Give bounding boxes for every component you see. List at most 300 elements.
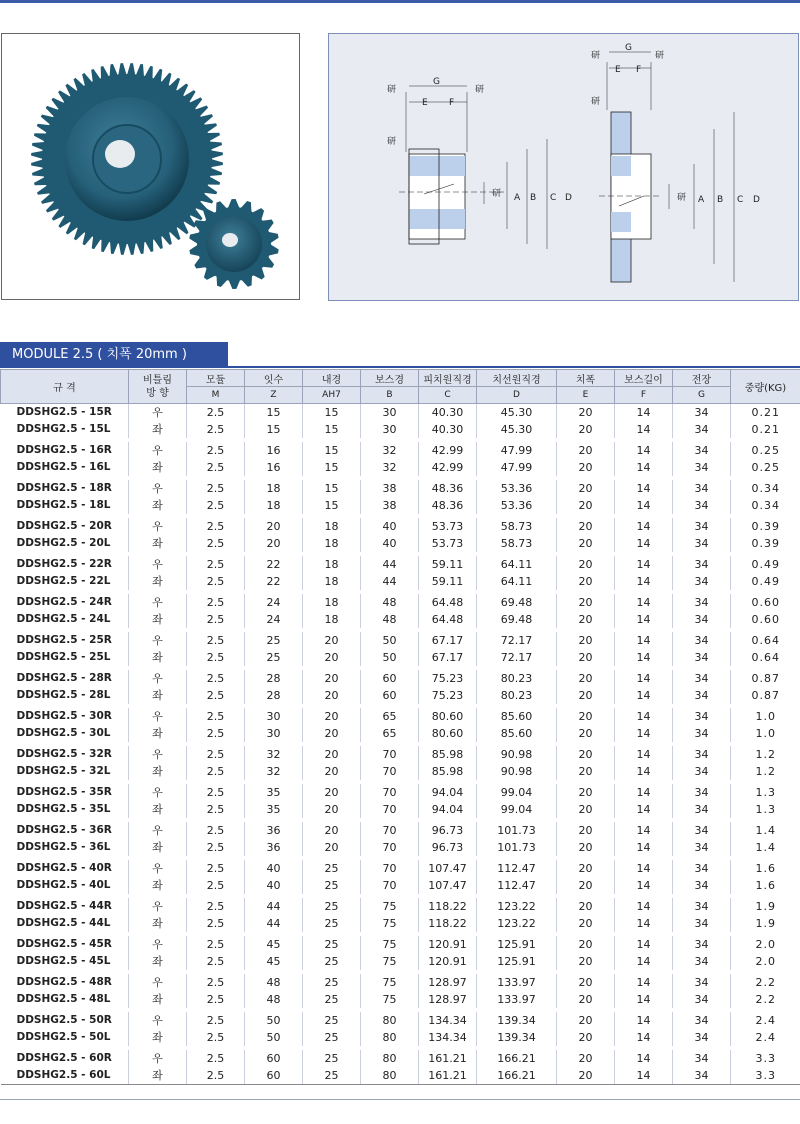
table-cell: 14: [615, 497, 673, 514]
table-cell: 0.87: [731, 670, 800, 687]
table-cell: 139.34: [477, 1029, 557, 1046]
table-cell: 14: [615, 801, 673, 818]
table-cell: 65: [361, 725, 419, 742]
table-cell: 24: [245, 611, 303, 628]
dim-g: G: [433, 77, 440, 87]
table-cell: 25: [303, 860, 361, 877]
table-cell: 96.73: [419, 822, 477, 839]
table-cell: 14: [615, 898, 673, 915]
table-cell: 20: [245, 518, 303, 535]
table-cell: 2.5: [187, 497, 245, 514]
table-row: [1, 936, 800, 953]
table-cell: 75: [361, 991, 419, 1008]
table-cell: 20: [557, 687, 615, 704]
table-cell: 14: [615, 611, 673, 628]
table-cell: 44: [361, 573, 419, 590]
table-cell: 60: [245, 1067, 303, 1085]
table-cell: 25: [303, 915, 361, 932]
table-cell: 34: [673, 594, 731, 611]
table-cell: 15: [245, 404, 303, 422]
table-cell: 14: [615, 687, 673, 704]
table-cell: 14: [615, 421, 673, 438]
right-section-drawing: [599, 52, 734, 282]
header-col: 피치원직경: [419, 370, 477, 387]
spec-table-body: [1, 404, 800, 1085]
table-cell: 14: [615, 763, 673, 780]
table-cell: 34: [673, 1050, 731, 1067]
spec-code-cell: DDSHG2.5 - 60R: [16, 1052, 112, 1064]
table-row: [1, 746, 800, 763]
header-weight: 중량(KG): [731, 370, 800, 404]
dim-c: C: [737, 195, 744, 205]
table-cell: 우: [129, 404, 187, 422]
table-cell: 80.60: [419, 708, 477, 725]
table-cell: 2.5: [187, 611, 245, 628]
table-cell: 44: [361, 556, 419, 573]
table-cell: 14: [615, 480, 673, 497]
table-cell: 60: [245, 1050, 303, 1067]
table-cell: 34: [673, 442, 731, 459]
table-cell: 2.5: [187, 801, 245, 818]
table-cell: 15: [303, 480, 361, 497]
table-cell: 20: [557, 670, 615, 687]
table-cell: 14: [615, 573, 673, 590]
table-cell: 20: [557, 991, 615, 1008]
table-cell: 14: [615, 649, 673, 666]
table-cell: 53.36: [477, 480, 557, 497]
table-cell: 107.47: [419, 860, 477, 877]
table-cell: 72.17: [477, 632, 557, 649]
spec-code-cell: DDSHG2.5 - 35R: [16, 786, 112, 798]
table-cell: 38: [361, 480, 419, 497]
table-cell: 34: [673, 936, 731, 953]
table-cell: 85.60: [477, 725, 557, 742]
table-row: [1, 898, 800, 915]
dim-e: E: [615, 65, 621, 75]
table-cell: 58.73: [477, 535, 557, 552]
header-hand: 비틀림 방 향: [129, 370, 187, 404]
table-cell: 118.22: [419, 898, 477, 915]
table-cell: 20: [303, 801, 361, 818]
table-cell: 우: [129, 746, 187, 763]
table-cell: 0.34: [731, 480, 800, 497]
table-cell: 1.0: [731, 708, 800, 725]
table-cell: 85.98: [419, 746, 477, 763]
table-cell: 20: [303, 725, 361, 742]
table-row: [1, 708, 800, 725]
table-cell: 40.30: [419, 404, 477, 422]
table-cell: 2.5: [187, 573, 245, 590]
table-cell: 좌: [129, 801, 187, 818]
table-cell: 20: [303, 687, 361, 704]
table-cell: 34: [673, 801, 731, 818]
table-row: [1, 535, 800, 552]
table-cell: 42.99: [419, 442, 477, 459]
product-photo: [1, 33, 300, 300]
table-cell: 20: [557, 649, 615, 666]
table-cell: 1.9: [731, 898, 800, 915]
table-cell: 36: [245, 822, 303, 839]
table-row: [1, 725, 800, 742]
spec-code-cell: DDSHG2.5 - 60L: [1, 1067, 129, 1085]
table-cell: 70: [361, 784, 419, 801]
module-rule: [228, 366, 800, 368]
dim-e: E: [422, 98, 428, 108]
table-cell: 1.4: [731, 839, 800, 856]
table-row: [1, 801, 800, 818]
table-cell: 3.3: [731, 1067, 800, 1085]
table-cell: 2.5: [187, 822, 245, 839]
table-cell: 0.25: [731, 459, 800, 476]
table-cell: 34: [673, 404, 731, 422]
spec-code-cell: DDSHG2.5 - 25L: [16, 651, 111, 663]
table-cell: 25: [303, 1029, 361, 1046]
table-cell: 101.73: [477, 839, 557, 856]
table-cell: 25: [245, 649, 303, 666]
table-cell: 14: [615, 404, 673, 422]
table-row: [1, 1067, 800, 1085]
table-cell: 우: [129, 936, 187, 953]
helical-gear-pair-illustration: [2, 34, 299, 299]
table-row: [1, 594, 800, 611]
table-cell: 우: [129, 860, 187, 877]
table-cell: 좌: [129, 877, 187, 894]
table-row: [1, 763, 800, 780]
dim-a: A: [698, 195, 705, 205]
table-cell: 20: [557, 556, 615, 573]
table-row: [1, 404, 800, 422]
left-section-drawing: [399, 86, 547, 249]
grind-mark: 研: [677, 193, 687, 203]
table-cell: 18: [303, 611, 361, 628]
spec-code-cell: DDSHG2.5 - 50L: [16, 1031, 111, 1043]
header-sym: M: [187, 387, 245, 404]
table-row: [1, 480, 800, 497]
table-cell: 20: [303, 746, 361, 763]
table-cell: 2.2: [731, 991, 800, 1008]
table-cell: 14: [615, 556, 673, 573]
table-cell: 161.21: [419, 1067, 477, 1085]
table-cell: 75: [361, 974, 419, 991]
header-col: 보스길이: [615, 370, 673, 387]
table-cell: 107.47: [419, 877, 477, 894]
table-row: [1, 877, 800, 894]
header-col: 모듈: [187, 370, 245, 387]
table-cell: 42.99: [419, 459, 477, 476]
table-cell: 120.91: [419, 953, 477, 970]
table-cell: 18: [303, 573, 361, 590]
table-cell: 38: [361, 497, 419, 514]
table-cell: 125.91: [477, 953, 557, 970]
spec-code-cell: DDSHG2.5 - 45R: [16, 938, 112, 950]
table-cell: 25: [303, 1050, 361, 1067]
table-cell: 20: [557, 535, 615, 552]
table-cell: 133.97: [477, 974, 557, 991]
table-cell: 18: [303, 535, 361, 552]
table-cell: 2.5: [187, 953, 245, 970]
dim-f: F: [636, 65, 642, 75]
table-cell: 2.5: [187, 860, 245, 877]
table-cell: 48: [361, 594, 419, 611]
dim-b: B: [530, 193, 537, 203]
table-cell: 80.60: [419, 725, 477, 742]
table-cell: 59.11: [419, 556, 477, 573]
table-cell: 123.22: [477, 898, 557, 915]
dim-f: F: [449, 98, 455, 108]
table-cell: 50: [245, 1012, 303, 1029]
table-cell: 2.5: [187, 649, 245, 666]
table-cell: 20: [557, 974, 615, 991]
spec-code-cell: DDSHG2.5 - 48R: [16, 976, 112, 988]
table-cell: 34: [673, 725, 731, 742]
table-cell: 47.99: [477, 459, 557, 476]
table-cell: 48: [361, 611, 419, 628]
table-cell: 53.73: [419, 535, 477, 552]
table-cell: 2.5: [187, 421, 245, 438]
spec-code-cell: DDSHG2.5 - 48L: [16, 993, 111, 1005]
table-cell: 20: [245, 535, 303, 552]
table-cell: 134.34: [419, 1029, 477, 1046]
bottom-rule: [0, 1099, 800, 1100]
grind-mark: 研: [387, 137, 397, 147]
table-cell: 2.5: [187, 404, 245, 422]
table-cell: 50: [361, 632, 419, 649]
table-cell: 좌: [129, 421, 187, 438]
table-cell: 14: [615, 822, 673, 839]
table-cell: 14: [615, 1029, 673, 1046]
table-cell: 20: [557, 915, 615, 932]
table-cell: 좌: [129, 611, 187, 628]
table-cell: 14: [615, 974, 673, 991]
table-cell: 134.34: [419, 1012, 477, 1029]
grind-mark: 研: [591, 97, 601, 107]
table-row: [1, 518, 800, 535]
table-cell: 0.49: [731, 556, 800, 573]
table-cell: 좌: [129, 687, 187, 704]
table-cell: 우: [129, 898, 187, 915]
table-row: [1, 670, 800, 687]
table-cell: 14: [615, 670, 673, 687]
table-cell: 34: [673, 459, 731, 476]
table-cell: 22: [245, 573, 303, 590]
table-cell: 40: [245, 860, 303, 877]
table-cell: 28: [245, 670, 303, 687]
table-cell: 20: [557, 839, 615, 856]
dim-a: A: [514, 193, 521, 203]
table-cell: 20: [303, 649, 361, 666]
header-sym: E: [557, 387, 615, 404]
header-sym: Z: [245, 387, 303, 404]
table-cell: 123.22: [477, 915, 557, 932]
dim-d: D: [753, 195, 760, 205]
table-cell: 14: [615, 725, 673, 742]
table-cell: 40: [361, 535, 419, 552]
table-cell: 우: [129, 556, 187, 573]
table-cell: 20: [557, 746, 615, 763]
table-cell: 좌: [129, 763, 187, 780]
table-cell: 34: [673, 839, 731, 856]
table-cell: 75.23: [419, 670, 477, 687]
table-cell: 우: [129, 594, 187, 611]
table-row: [1, 632, 800, 649]
table-row: [1, 687, 800, 704]
table-cell: 166.21: [477, 1050, 557, 1067]
table-cell: 166.21: [477, 1067, 557, 1085]
table-cell: 15: [303, 404, 361, 422]
table-cell: 18: [303, 594, 361, 611]
table-cell: 1.6: [731, 860, 800, 877]
table-cell: 34: [673, 421, 731, 438]
table-cell: 28: [245, 687, 303, 704]
table-cell: 32: [245, 763, 303, 780]
table-cell: 161.21: [419, 1050, 477, 1067]
table-cell: 2.5: [187, 763, 245, 780]
table-cell: 50: [245, 1029, 303, 1046]
table-cell: 20: [557, 594, 615, 611]
table-cell: 30: [245, 725, 303, 742]
table-cell: 60: [361, 687, 419, 704]
table-cell: 0.64: [731, 632, 800, 649]
table-cell: 75: [361, 915, 419, 932]
table-cell: 18: [303, 518, 361, 535]
table-cell: 85.98: [419, 763, 477, 780]
table-row: [1, 421, 800, 438]
table-cell: 2.5: [187, 518, 245, 535]
spec-code-cell: DDSHG2.5 - 50R: [16, 1014, 112, 1026]
table-cell: 80: [361, 1067, 419, 1085]
table-row: [1, 1050, 800, 1067]
table-cell: 20: [303, 784, 361, 801]
table-cell: 좌: [129, 1067, 187, 1085]
table-cell: 우: [129, 1012, 187, 1029]
table-cell: 24: [245, 594, 303, 611]
spec-code-cell: DDSHG2.5 - 36L: [16, 841, 111, 853]
table-cell: 25: [303, 1012, 361, 1029]
table-cell: 48.36: [419, 480, 477, 497]
table-cell: 14: [615, 915, 673, 932]
table-cell: 우: [129, 442, 187, 459]
table-cell: 34: [673, 974, 731, 991]
table-cell: 34: [673, 480, 731, 497]
grind-mark: 研: [591, 51, 601, 61]
table-cell: 우: [129, 974, 187, 991]
table-cell: 48: [245, 991, 303, 1008]
spec-code-cell: DDSHG2.5 - 40R: [16, 862, 112, 874]
spec-code-cell: DDSHG2.5 - 28R: [16, 672, 112, 684]
spec-code-cell: DDSHG2.5 - 32L: [16, 765, 111, 777]
dim-b: B: [717, 195, 724, 205]
spec-code-cell: DDSHG2.5 - 24R: [16, 596, 112, 608]
table-cell: 30: [245, 708, 303, 725]
grind-mark: 研: [655, 51, 665, 61]
table-cell: 좌: [129, 497, 187, 514]
table-cell: 64.48: [419, 611, 477, 628]
table-cell: 좌: [129, 535, 187, 552]
table-cell: 20: [303, 763, 361, 780]
spec-code-cell: DDSHG2.5 - 15L: [16, 423, 111, 435]
table-cell: 2.5: [187, 1029, 245, 1046]
table-cell: 75: [361, 936, 419, 953]
table-cell: 1.0: [731, 725, 800, 742]
table-cell: 40: [361, 518, 419, 535]
table-cell: 우: [129, 518, 187, 535]
header-col: 전장: [673, 370, 731, 387]
header-col: 보스경: [361, 370, 419, 387]
header-spec: 규 격: [1, 370, 129, 404]
table-cell: 좌: [129, 991, 187, 1008]
table-cell: 1.9: [731, 915, 800, 932]
table-row: [1, 974, 800, 991]
table-cell: 18: [245, 497, 303, 514]
table-cell: 0.60: [731, 611, 800, 628]
spec-code-cell: DDSHG2.5 - 18L: [16, 499, 111, 511]
table-cell: 67.17: [419, 632, 477, 649]
table-cell: 2.5: [187, 915, 245, 932]
table-cell: 20: [557, 442, 615, 459]
table-cell: 좌: [129, 573, 187, 590]
table-cell: 20: [557, 573, 615, 590]
table-cell: 좌: [129, 649, 187, 666]
spec-code-cell: DDSHG2.5 - 15R: [16, 406, 112, 418]
header-sym: D: [477, 387, 557, 404]
table-cell: 14: [615, 991, 673, 1008]
header-sym: B: [361, 387, 419, 404]
table-cell: 2.5: [187, 974, 245, 991]
table-cell: 우: [129, 670, 187, 687]
table-cell: 70: [361, 860, 419, 877]
spec-code-cell: DDSHG2.5 - 45L: [16, 955, 111, 967]
header-col: 치선원직경: [477, 370, 557, 387]
table-cell: 53.73: [419, 518, 477, 535]
spec-code-cell: DDSHG2.5 - 40L: [16, 879, 111, 891]
table-cell: 34: [673, 556, 731, 573]
table-row: [1, 497, 800, 514]
table-row: [1, 1029, 800, 1046]
table-cell: 15: [303, 421, 361, 438]
table-cell: 112.47: [477, 877, 557, 894]
table-cell: 18: [303, 556, 361, 573]
table-cell: 2.5: [187, 784, 245, 801]
table-cell: 25: [245, 632, 303, 649]
header-sym: AH7: [303, 387, 361, 404]
table-cell: 34: [673, 915, 731, 932]
table-cell: 36: [245, 839, 303, 856]
spec-code-cell: DDSHG2.5 - 32R: [16, 748, 112, 760]
table-row: [1, 860, 800, 877]
table-cell: 59.11: [419, 573, 477, 590]
table-cell: 34: [673, 860, 731, 877]
table-cell: 0.39: [731, 535, 800, 552]
table-cell: 96.73: [419, 839, 477, 856]
table-cell: 20: [303, 632, 361, 649]
table-cell: 47.99: [477, 442, 557, 459]
table-cell: 64.11: [477, 573, 557, 590]
grind-mark: 研: [475, 85, 485, 95]
table-cell: 34: [673, 746, 731, 763]
table-cell: 20: [557, 404, 615, 422]
table-cell: 20: [557, 801, 615, 818]
table-row: [1, 915, 800, 932]
table-cell: 70: [361, 746, 419, 763]
header-col: 치폭: [557, 370, 615, 387]
header-sym: F: [615, 387, 673, 404]
table-cell: 20: [303, 670, 361, 687]
table-cell: 35: [245, 801, 303, 818]
table-row: [1, 991, 800, 1008]
table-cell: 22: [245, 556, 303, 573]
spec-code-cell: DDSHG2.5 - 30R: [16, 710, 112, 722]
table-cell: 20: [557, 822, 615, 839]
